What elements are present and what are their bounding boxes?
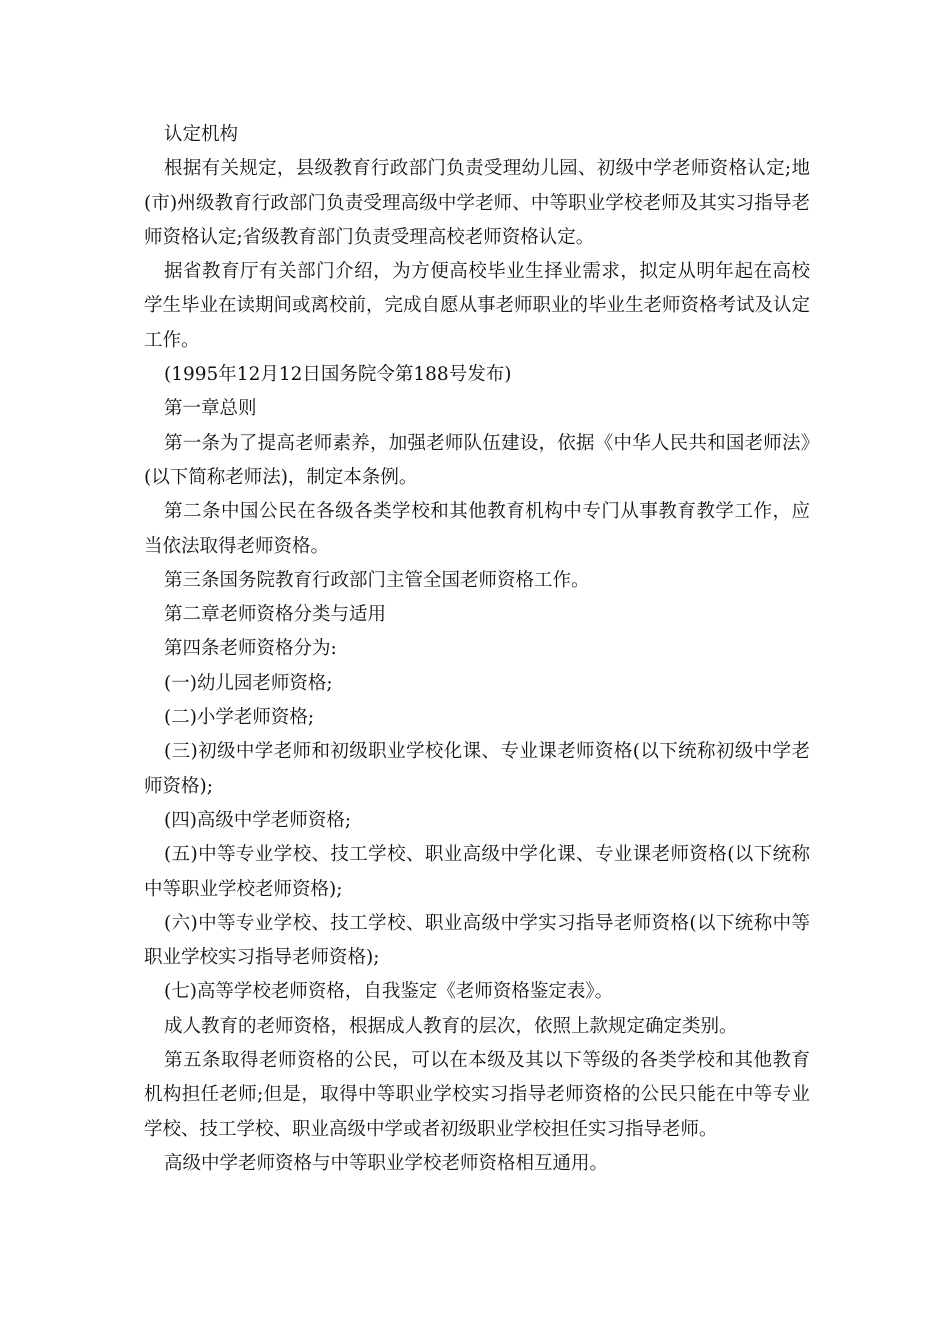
- list-item-vocational: (五)中等专业学校、技工学校、职业高级中学化课、专业课老师资格(以下统称中等职业学校老师资格);: [144, 844, 810, 900]
- paragraph-adult-education: 成人教育的老师资格，根据成人教育的层次，依照上款规定确定类别。: [164, 1015, 738, 1037]
- paragraph-article-five: 第五条取得老师资格的公民，可以在本级及其以下等级的各类学校和其他教育机构担任老师;但是，取得中等职业学校实习指导老师资格的公民只能在中等专业学校、技工学校、职业高级中学或者初级职业学校担任实习指导老师。: [144, 1050, 810, 1140]
- paragraph-certification-rules: 根据有关规定，县级教育行政部门负责受理幼儿园、初级中学老师资格认定;地(市)州级教育行政部门负责受理高级中学老师、中等职业学校老师及其实习指导老师资格认定;省级教育部门负责受理高校老师资格认定。: [144, 158, 810, 248]
- list-item-primary: (二)小学老师资格;: [164, 707, 315, 729]
- document-body: [144, 118, 810, 1181]
- paragraph-decree-date: (1995年12月12日国务院令第188号发布): [164, 364, 512, 386]
- paragraph-article-one: 第一条为了提高老师素养，加强老师队伍建设，依据《中华人民共和国老师法》(以下简称老师法)，制定本条例。: [144, 432, 810, 488]
- list-item-senior-middle: (四)高级中学老师资格;: [164, 809, 352, 831]
- list-item-kindergarten: (一)幼儿园老师资格;: [164, 672, 333, 694]
- paragraph-article-four: 第四条老师资格分为:: [164, 638, 337, 660]
- paragraph-article-two: 第二条中国公民在各级各类学校和其他教育机构中专门从事教育教学工作，应当依法取得老师资格。: [144, 501, 810, 557]
- paragraph-graduate-certification: 据省教育厅有关部门介绍，为方便高校毕业生择业需求，拟定从明年起在高校学生毕业在读期间或离校前，完成自愿从事老师职业的毕业生老师资格考试及认定工作。: [144, 261, 811, 351]
- paragraph-heading-certification-body: 认定机构: [164, 124, 239, 145]
- paragraph-mutual-recognition: 高级中学老师资格与中等职业学校老师资格相互通用。: [164, 1152, 609, 1174]
- paragraph-article-three: 第三条国务院教育行政部门主管全国老师资格工作。: [164, 569, 590, 591]
- list-item-higher-education: (七)高等学校老师资格，自我鉴定《老师资格鉴定表》。: [164, 981, 614, 1003]
- list-item-junior-middle: (三)初级中学老师和初级职业学校化课、专业课老师资格(以下统称初级中学老师资格);: [144, 741, 810, 797]
- paragraph-chapter-one: 第一章总则: [164, 398, 257, 420]
- paragraph-chapter-two: 第二章老师资格分类与适用: [164, 604, 387, 626]
- list-item-vocational-practice: (六)中等专业学校、技工学校、职业高级中学实习指导老师资格(以下统称中等职业学校实习指导老师资格);: [144, 912, 810, 969]
